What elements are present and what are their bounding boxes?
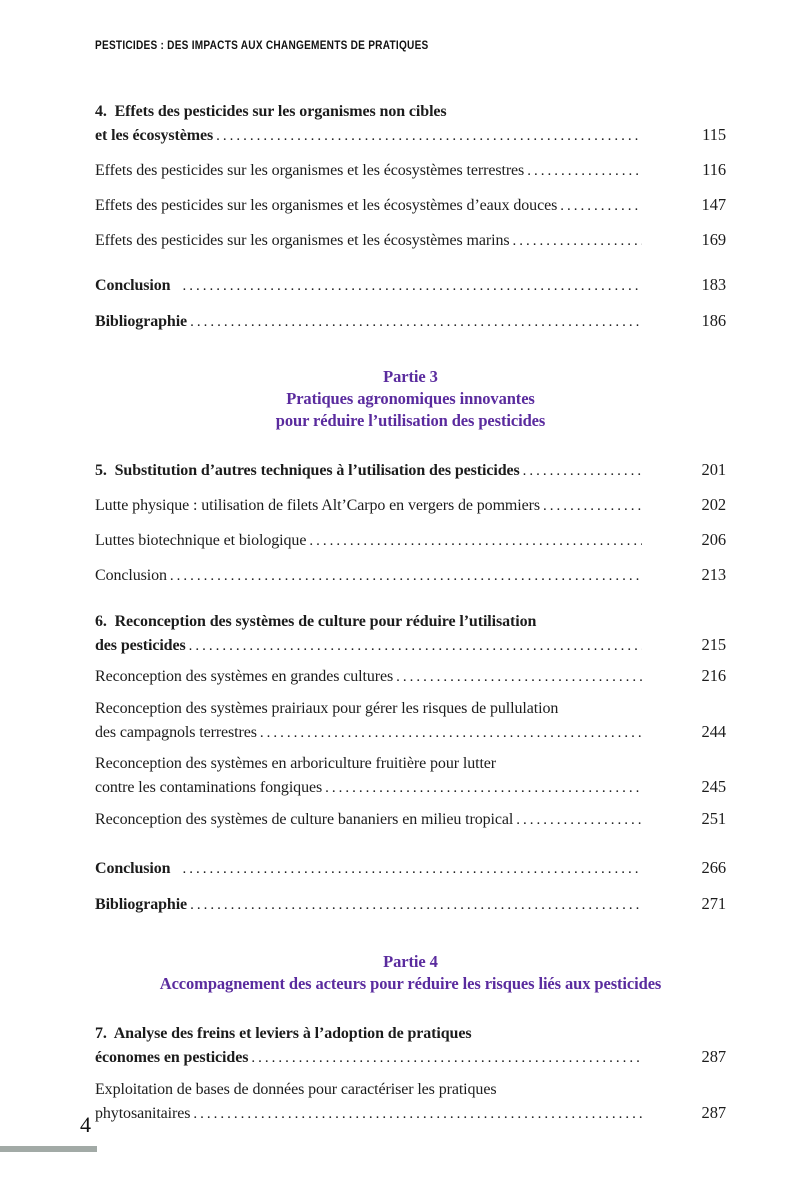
toc-entry-line2: phytosanitaires [95,1105,191,1122]
page-ref: 266 [701,858,726,877]
toc-entry-line2: des campagnols terrestres [95,724,257,741]
dot-leader [170,274,642,298]
footer-bar [0,1146,97,1152]
toc-entry-label: Conclusion [95,860,171,877]
toc-entry-ch6-bananiers [95,807,726,832]
dot-leader [540,494,642,518]
page-ref: 287 [701,1047,726,1066]
part-subtitle-line1: Pratiques agronomiques innovantes [286,389,535,408]
toc-entry-ch6-prairiaux [95,697,726,745]
part-title: Partie 4 [383,952,438,971]
toc-entry-line1: 7. Analyse des freins et leviers à l’adoption de pratiques [95,1025,472,1042]
dot-leader [393,665,642,689]
page-ref: 251 [701,809,726,828]
toc-entry-label: Conclusion [95,567,167,584]
toc-entry-ch6 [95,610,726,658]
dot-leader [513,808,642,832]
dot-leader [187,893,642,917]
page-ref: 169 [701,230,726,249]
toc-entry-ch7-exploitation [95,1078,726,1126]
part-title: Partie 3 [383,367,438,386]
toc-entry-ch4-terrestres [95,158,726,183]
part-heading-partie3 [95,366,726,432]
toc-entry-bibliographie-partie3 [95,892,726,917]
page-ref: 244 [701,722,726,741]
toc-entry-line2: des pesticides [95,637,186,654]
toc-entry-label: Effets des pesticides sur les organismes et les écosystèmes terrestres [95,162,525,179]
dot-leader [186,634,642,658]
toc-entry-bibliographie-partie2 [95,309,726,334]
toc-entry-conclusion-partie3 [95,856,726,881]
page-ref: 115 [702,125,726,144]
toc-entry-ch5 [95,458,726,483]
part-subtitle-line2: pour réduire l’utilisation des pesticides [275,411,546,430]
toc-entry-line1: Reconception des systèmes en arboriculture fruitière pour lutter [95,755,497,772]
toc-entry-line1: 6. Reconception des systèmes de culture pour réduire l’utilisation [95,613,537,630]
page-ref: 201 [701,460,726,479]
dot-leader [524,159,642,183]
toc-entry-label: Reconception des systèmes en grandes cultures [95,668,394,685]
dot-leader [322,776,642,800]
page-ref: 186 [701,311,726,330]
toc-entry-ch5-lutte-physique [95,493,726,518]
dot-leader [306,529,642,553]
page-ref: 147 [701,195,726,214]
toc-entry-line1: Exploitation de bases de données pour caractériser les pratiques [95,1081,497,1098]
toc-entry-ch7 [95,1022,726,1070]
toc-entry-label: Effets des pesticides sur les organismes et les écosystèmes d’eaux douces [95,197,558,214]
page-ref: 287 [701,1103,726,1122]
dot-leader [557,194,642,218]
toc-entry-ch4 [95,100,726,148]
toc-entry-label: 5. Substitution d’autres techniques à l’utilisation des pesticides [95,462,520,479]
page-ref: 183 [701,275,726,294]
part-subtitle-line1: Accompagnement des acteurs pour réduire les risques liés aux pesticides [159,974,662,993]
dot-leader [190,1102,642,1126]
toc-entry-ch6-grandes-cultures [95,664,726,689]
part-heading-partie4 [95,951,726,995]
toc-entry-ch6-arboriculture [95,752,726,800]
toc-entry-line2: contre les contaminations fongiques [95,779,323,796]
page-ref: 216 [701,666,726,685]
folio-page-number: 4 [80,1112,91,1137]
page-ref: 215 [701,635,726,654]
toc-entry-line1: Reconception des systèmes prairiaux pour gérer les risques de pullulation [95,700,559,717]
toc-entry-ch5-luttes-bio [95,528,726,553]
page-ref: 116 [702,160,726,179]
dot-leader [170,857,642,881]
toc-entry-label: Bibliographie [95,313,188,330]
toc-entry-label: Lutte physique : utilisation de filets Alt’Carpo en vergers de pommiers [95,497,540,514]
page-ref: 213 [701,565,726,584]
dot-leader [167,564,642,588]
toc-entry-label: Conclusion [95,277,171,294]
toc-entry-label: Effets des pesticides sur les organismes et les écosystèmes marins [95,232,510,249]
running-header: PESTICIDES : DES IMPACTS AUX CHANGEMENTS DE PRATIQUES [95,38,429,52]
toc-entry-label: Bibliographie [95,896,188,913]
page-ref: 206 [701,530,726,549]
toc-entry-ch5-conclusion [95,563,726,588]
toc-entry-line2: économes en pesticides [95,1049,249,1066]
dot-leader [248,1046,642,1070]
dot-leader [510,229,643,253]
dot-leader [213,124,642,148]
toc-entry-conclusion-partie2 [95,273,726,298]
toc-entry-label: Reconception des systèmes de culture bananiers en milieu tropical [95,811,514,828]
page-ref: 245 [701,777,726,796]
page-ref: 271 [701,894,726,913]
dot-leader [520,459,642,483]
dot-leader [187,310,642,334]
dot-leader [257,721,642,745]
toc-entry-label: Luttes biotechnique et biologique [95,532,307,549]
page-ref: 202 [701,495,726,514]
toc-entry-ch4-marins [95,228,726,253]
toc-entry-ch4-eaux-douces [95,193,726,218]
toc-entry-line1: 4. Effets des pesticides sur les organismes non cibles [95,103,447,120]
toc-entry-line2: et les écosystèmes [95,127,214,144]
